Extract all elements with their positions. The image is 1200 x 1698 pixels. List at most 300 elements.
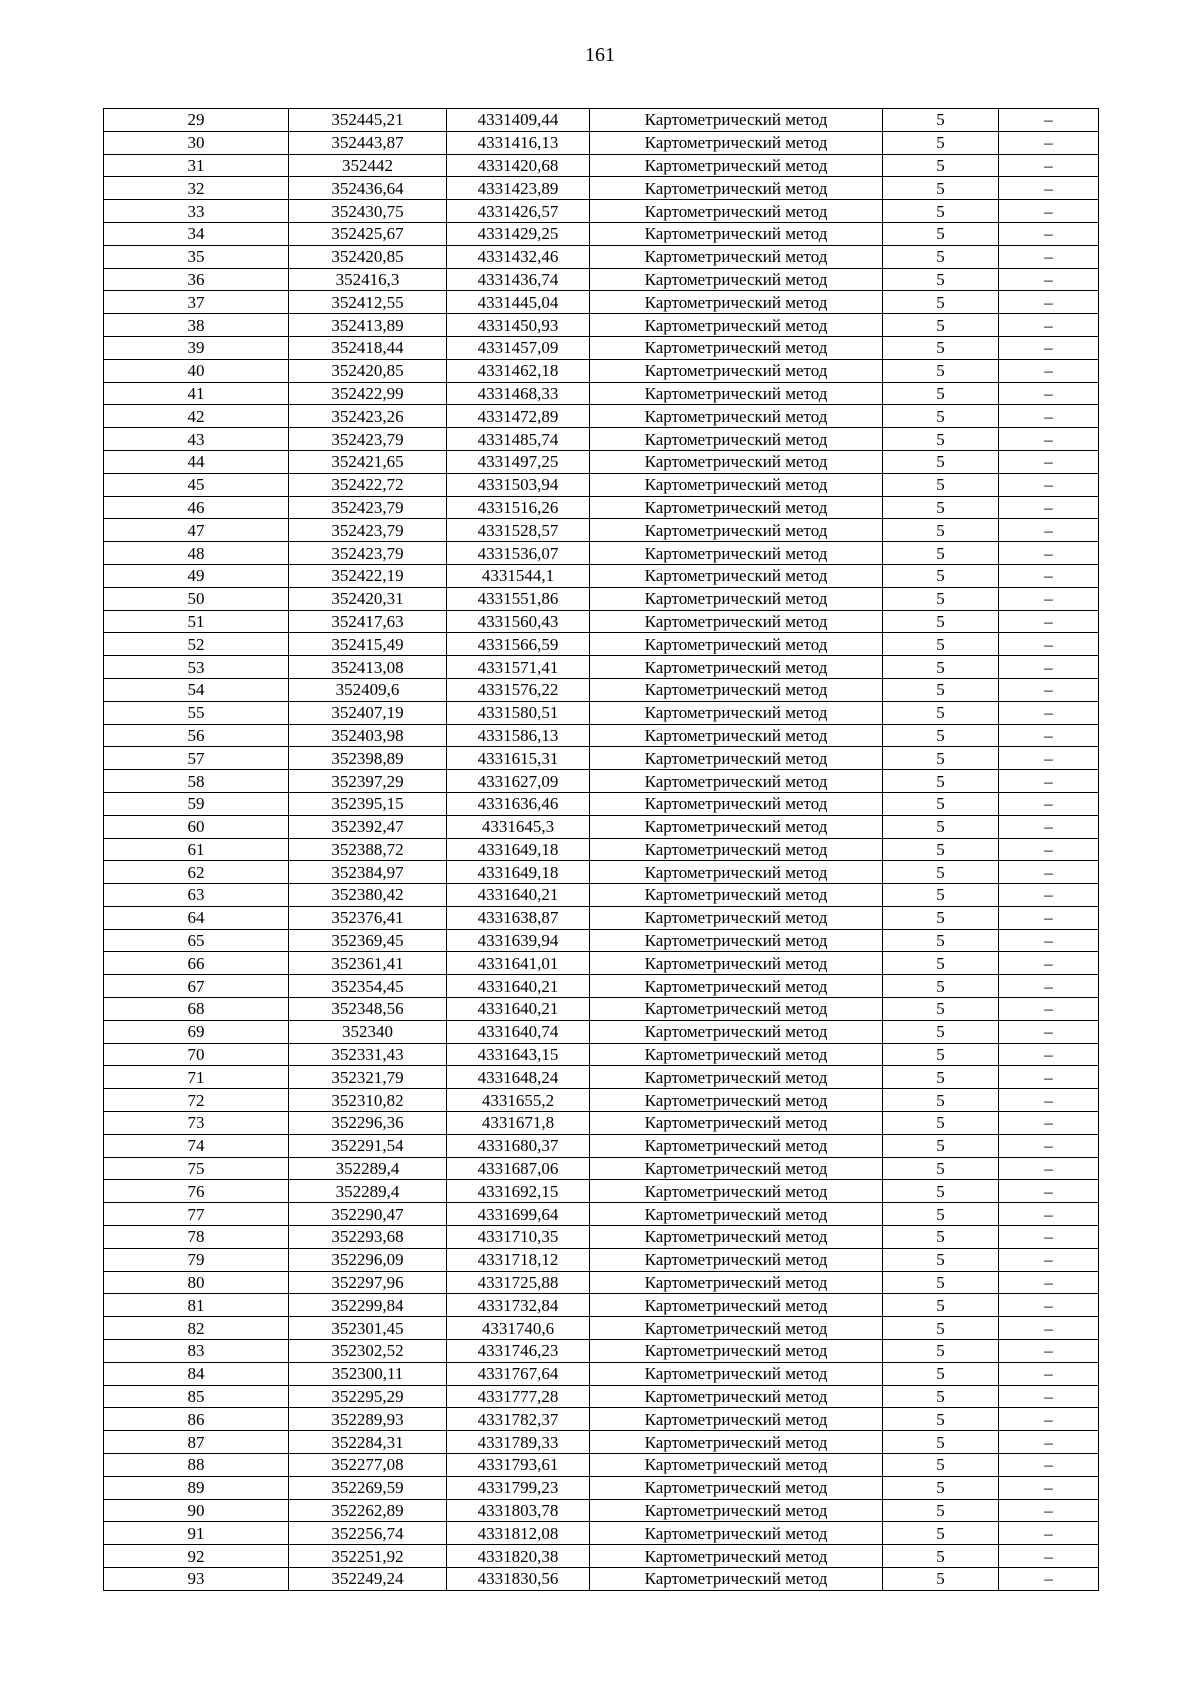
method-cell: Картометрический метод xyxy=(590,314,883,337)
y-coordinate-cell: 4331580,51 xyxy=(447,701,590,724)
method-cell: Картометрический метод xyxy=(590,1157,883,1180)
point-number-cell: 86 xyxy=(104,1408,289,1431)
x-coordinate-cell: 352299,84 xyxy=(289,1294,447,1317)
method-cell: Картометрический метод xyxy=(590,1294,883,1317)
x-coordinate-cell: 352269,59 xyxy=(289,1476,447,1499)
y-coordinate-cell: 4331544,1 xyxy=(447,564,590,587)
point-number-cell: 44 xyxy=(104,450,289,473)
note-cell: – xyxy=(999,1499,1099,1522)
x-coordinate-cell: 352423,79 xyxy=(289,428,447,451)
table-row xyxy=(104,336,1099,359)
x-coordinate-cell: 352369,45 xyxy=(289,929,447,952)
point-number-cell: 60 xyxy=(104,815,289,838)
x-coordinate-cell: 352423,79 xyxy=(289,496,447,519)
y-coordinate-cell: 4331468,33 xyxy=(447,382,590,405)
y-coordinate-cell: 4331740,6 xyxy=(447,1317,590,1340)
method-cell: Картометрический метод xyxy=(590,564,883,587)
table-row xyxy=(104,656,1099,679)
accuracy-cell: 5 xyxy=(883,268,999,291)
accuracy-cell: 5 xyxy=(883,770,999,793)
method-cell: Картометрический метод xyxy=(590,450,883,473)
accuracy-cell: 5 xyxy=(883,952,999,975)
y-coordinate-cell: 4331503,94 xyxy=(447,473,590,496)
table-row xyxy=(104,1271,1099,1294)
y-coordinate-cell: 4331718,12 xyxy=(447,1248,590,1271)
y-coordinate-cell: 4331432,46 xyxy=(447,245,590,268)
table-row xyxy=(104,1340,1099,1363)
accuracy-cell: 5 xyxy=(883,450,999,473)
table-row xyxy=(104,1043,1099,1066)
point-number-cell: 90 xyxy=(104,1499,289,1522)
method-cell: Картометрический метод xyxy=(590,929,883,952)
y-coordinate-cell: 4331450,93 xyxy=(447,314,590,337)
method-cell: Картометрический метод xyxy=(590,952,883,975)
table-row xyxy=(104,314,1099,337)
method-cell: Картометрический метод xyxy=(590,177,883,200)
note-cell: – xyxy=(999,450,1099,473)
method-cell: Картометрический метод xyxy=(590,1499,883,1522)
x-coordinate-cell: 352340 xyxy=(289,1020,447,1043)
accuracy-cell: 5 xyxy=(883,633,999,656)
note-cell: – xyxy=(999,428,1099,451)
y-coordinate-cell: 4331409,44 xyxy=(447,109,590,132)
method-cell: Картометрический метод xyxy=(590,701,883,724)
y-coordinate-cell: 4331416,13 xyxy=(447,131,590,154)
x-coordinate-cell: 352423,79 xyxy=(289,519,447,542)
accuracy-cell: 5 xyxy=(883,906,999,929)
y-coordinate-cell: 4331649,18 xyxy=(447,838,590,861)
x-coordinate-cell: 352415,49 xyxy=(289,633,447,656)
table-row xyxy=(104,222,1099,245)
table-row xyxy=(104,1362,1099,1385)
x-coordinate-cell: 352418,44 xyxy=(289,336,447,359)
table-row xyxy=(104,177,1099,200)
method-cell: Картометрический метод xyxy=(590,610,883,633)
point-number-cell: 81 xyxy=(104,1294,289,1317)
table-row xyxy=(104,770,1099,793)
accuracy-cell: 5 xyxy=(883,1134,999,1157)
point-number-cell: 39 xyxy=(104,336,289,359)
point-number-cell: 32 xyxy=(104,177,289,200)
accuracy-cell: 5 xyxy=(883,564,999,587)
x-coordinate-cell: 352380,42 xyxy=(289,884,447,907)
x-coordinate-cell: 352297,96 xyxy=(289,1271,447,1294)
accuracy-cell: 5 xyxy=(883,724,999,747)
y-coordinate-cell: 4331687,06 xyxy=(447,1157,590,1180)
accuracy-cell: 5 xyxy=(883,154,999,177)
table-row xyxy=(104,1226,1099,1249)
table-row xyxy=(104,154,1099,177)
point-number-cell: 34 xyxy=(104,222,289,245)
method-cell: Картометрический метод xyxy=(590,268,883,291)
accuracy-cell: 5 xyxy=(883,1271,999,1294)
point-number-cell: 84 xyxy=(104,1362,289,1385)
accuracy-cell: 5 xyxy=(883,177,999,200)
note-cell: – xyxy=(999,998,1099,1021)
point-number-cell: 37 xyxy=(104,291,289,314)
method-cell: Картометрический метод xyxy=(590,1545,883,1568)
accuracy-cell: 5 xyxy=(883,815,999,838)
y-coordinate-cell: 4331639,94 xyxy=(447,929,590,952)
point-number-cell: 73 xyxy=(104,1112,289,1135)
method-cell: Картометрический метод xyxy=(590,1066,883,1089)
point-number-cell: 77 xyxy=(104,1203,289,1226)
method-cell: Картометрический метод xyxy=(590,861,883,884)
point-number-cell: 85 xyxy=(104,1385,289,1408)
accuracy-cell: 5 xyxy=(883,838,999,861)
method-cell: Картометрический метод xyxy=(590,1203,883,1226)
note-cell: – xyxy=(999,587,1099,610)
point-number-cell: 33 xyxy=(104,200,289,223)
point-number-cell: 88 xyxy=(104,1454,289,1477)
point-number-cell: 43 xyxy=(104,428,289,451)
method-cell: Картометрический метод xyxy=(590,1362,883,1385)
note-cell: – xyxy=(999,222,1099,245)
method-cell: Картометрический метод xyxy=(590,336,883,359)
note-cell: – xyxy=(999,1362,1099,1385)
note-cell: – xyxy=(999,1431,1099,1454)
accuracy-cell: 5 xyxy=(883,929,999,952)
point-number-cell: 71 xyxy=(104,1066,289,1089)
table-row xyxy=(104,1134,1099,1157)
note-cell: – xyxy=(999,792,1099,815)
table-row xyxy=(104,929,1099,952)
method-cell: Картометрический метод xyxy=(590,1431,883,1454)
table-row xyxy=(104,998,1099,1021)
accuracy-cell: 5 xyxy=(883,473,999,496)
x-coordinate-cell: 352295,29 xyxy=(289,1385,447,1408)
point-number-cell: 69 xyxy=(104,1020,289,1043)
method-cell: Картометрический метод xyxy=(590,656,883,679)
point-number-cell: 65 xyxy=(104,929,289,952)
x-coordinate-cell: 352310,82 xyxy=(289,1089,447,1112)
note-cell: – xyxy=(999,633,1099,656)
table-row xyxy=(104,473,1099,496)
accuracy-cell: 5 xyxy=(883,701,999,724)
note-cell: – xyxy=(999,815,1099,838)
y-coordinate-cell: 4331586,13 xyxy=(447,724,590,747)
note-cell: – xyxy=(999,656,1099,679)
accuracy-cell: 5 xyxy=(883,678,999,701)
table-row xyxy=(104,1545,1099,1568)
point-number-cell: 91 xyxy=(104,1522,289,1545)
table-row xyxy=(104,861,1099,884)
note-cell: – xyxy=(999,1180,1099,1203)
x-coordinate-cell: 352409,6 xyxy=(289,678,447,701)
note-cell: – xyxy=(999,1134,1099,1157)
x-coordinate-cell: 352296,09 xyxy=(289,1248,447,1271)
table-row xyxy=(104,747,1099,770)
y-coordinate-cell: 4331485,74 xyxy=(447,428,590,451)
x-coordinate-cell: 352296,36 xyxy=(289,1112,447,1135)
y-coordinate-cell: 4331551,86 xyxy=(447,587,590,610)
point-number-cell: 89 xyxy=(104,1476,289,1499)
point-number-cell: 66 xyxy=(104,952,289,975)
table-row xyxy=(104,1385,1099,1408)
table-row xyxy=(104,1431,1099,1454)
y-coordinate-cell: 4331820,38 xyxy=(447,1545,590,1568)
accuracy-cell: 5 xyxy=(883,1203,999,1226)
method-cell: Картометрический метод xyxy=(590,770,883,793)
x-coordinate-cell: 352302,52 xyxy=(289,1340,447,1363)
y-coordinate-cell: 4331516,26 xyxy=(447,496,590,519)
x-coordinate-cell: 352354,45 xyxy=(289,975,447,998)
y-coordinate-cell: 4331566,59 xyxy=(447,633,590,656)
table-row xyxy=(104,542,1099,565)
accuracy-cell: 5 xyxy=(883,200,999,223)
table-row xyxy=(104,1089,1099,1112)
x-coordinate-cell: 352256,74 xyxy=(289,1522,447,1545)
accuracy-cell: 5 xyxy=(883,1226,999,1249)
accuracy-cell: 5 xyxy=(883,359,999,382)
table-row xyxy=(104,428,1099,451)
point-number-cell: 53 xyxy=(104,656,289,679)
y-coordinate-cell: 4331640,21 xyxy=(447,998,590,1021)
accuracy-cell: 5 xyxy=(883,428,999,451)
accuracy-cell: 5 xyxy=(883,405,999,428)
note-cell: – xyxy=(999,177,1099,200)
method-cell: Картометрический метод xyxy=(590,587,883,610)
accuracy-cell: 5 xyxy=(883,1340,999,1363)
point-number-cell: 72 xyxy=(104,1089,289,1112)
accuracy-cell: 5 xyxy=(883,1066,999,1089)
point-number-cell: 31 xyxy=(104,154,289,177)
note-cell: – xyxy=(999,109,1099,132)
y-coordinate-cell: 4331649,18 xyxy=(447,861,590,884)
table-row xyxy=(104,131,1099,154)
table-row xyxy=(104,496,1099,519)
y-coordinate-cell: 4331423,89 xyxy=(447,177,590,200)
y-coordinate-cell: 4331746,23 xyxy=(447,1340,590,1363)
x-coordinate-cell: 352421,65 xyxy=(289,450,447,473)
method-cell: Картометрический метод xyxy=(590,815,883,838)
x-coordinate-cell: 352413,08 xyxy=(289,656,447,679)
point-number-cell: 78 xyxy=(104,1226,289,1249)
method-cell: Картометрический метод xyxy=(590,998,883,1021)
method-cell: Картометрический метод xyxy=(590,1271,883,1294)
x-coordinate-cell: 352407,19 xyxy=(289,701,447,724)
y-coordinate-cell: 4331655,2 xyxy=(447,1089,590,1112)
method-cell: Картометрический метод xyxy=(590,1226,883,1249)
coordinates-table-body xyxy=(104,109,1099,1591)
note-cell: – xyxy=(999,1408,1099,1431)
point-number-cell: 56 xyxy=(104,724,289,747)
accuracy-cell: 5 xyxy=(883,1499,999,1522)
note-cell: – xyxy=(999,724,1099,747)
x-coordinate-cell: 352291,54 xyxy=(289,1134,447,1157)
accuracy-cell: 5 xyxy=(883,1317,999,1340)
method-cell: Картометрический метод xyxy=(590,1522,883,1545)
point-number-cell: 92 xyxy=(104,1545,289,1568)
point-number-cell: 75 xyxy=(104,1157,289,1180)
method-cell: Картометрический метод xyxy=(590,473,883,496)
method-cell: Картометрический метод xyxy=(590,428,883,451)
x-coordinate-cell: 352423,26 xyxy=(289,405,447,428)
method-cell: Картометрический метод xyxy=(590,678,883,701)
accuracy-cell: 5 xyxy=(883,587,999,610)
point-number-cell: 62 xyxy=(104,861,289,884)
table-row xyxy=(104,450,1099,473)
y-coordinate-cell: 4331671,8 xyxy=(447,1112,590,1135)
accuracy-cell: 5 xyxy=(883,1112,999,1135)
y-coordinate-cell: 4331830,56 xyxy=(447,1568,590,1591)
y-coordinate-cell: 4331648,24 xyxy=(447,1066,590,1089)
method-cell: Картометрический метод xyxy=(590,291,883,314)
point-number-cell: 63 xyxy=(104,884,289,907)
point-number-cell: 50 xyxy=(104,587,289,610)
accuracy-cell: 5 xyxy=(883,1545,999,1568)
point-number-cell: 68 xyxy=(104,998,289,1021)
y-coordinate-cell: 4331692,15 xyxy=(447,1180,590,1203)
method-cell: Картометрический метод xyxy=(590,838,883,861)
note-cell: – xyxy=(999,1522,1099,1545)
x-coordinate-cell: 352361,41 xyxy=(289,952,447,975)
method-cell: Картометрический метод xyxy=(590,1043,883,1066)
y-coordinate-cell: 4331641,01 xyxy=(447,952,590,975)
point-number-cell: 70 xyxy=(104,1043,289,1066)
table-row xyxy=(104,1203,1099,1226)
point-number-cell: 55 xyxy=(104,701,289,724)
table-row xyxy=(104,1522,1099,1545)
note-cell: – xyxy=(999,1568,1099,1591)
y-coordinate-cell: 4331680,37 xyxy=(447,1134,590,1157)
table-row xyxy=(104,1180,1099,1203)
table-row xyxy=(104,1020,1099,1043)
note-cell: – xyxy=(999,291,1099,314)
method-cell: Картометрический метод xyxy=(590,1408,883,1431)
x-coordinate-cell: 352420,31 xyxy=(289,587,447,610)
x-coordinate-cell: 352384,97 xyxy=(289,861,447,884)
point-number-cell: 61 xyxy=(104,838,289,861)
y-coordinate-cell: 4331445,04 xyxy=(447,291,590,314)
accuracy-cell: 5 xyxy=(883,747,999,770)
x-coordinate-cell: 352289,4 xyxy=(289,1180,447,1203)
note-cell: – xyxy=(999,1089,1099,1112)
accuracy-cell: 5 xyxy=(883,884,999,907)
table-row xyxy=(104,815,1099,838)
point-number-cell: 93 xyxy=(104,1568,289,1591)
x-coordinate-cell: 352413,89 xyxy=(289,314,447,337)
accuracy-cell: 5 xyxy=(883,1568,999,1591)
table-row xyxy=(104,359,1099,382)
accuracy-cell: 5 xyxy=(883,382,999,405)
y-coordinate-cell: 4331457,09 xyxy=(447,336,590,359)
table-row xyxy=(104,1066,1099,1089)
x-coordinate-cell: 352445,21 xyxy=(289,109,447,132)
method-cell: Картометрический метод xyxy=(590,1340,883,1363)
accuracy-cell: 5 xyxy=(883,1180,999,1203)
table-row xyxy=(104,724,1099,747)
table-row xyxy=(104,1408,1099,1431)
table-row xyxy=(104,200,1099,223)
point-number-cell: 42 xyxy=(104,405,289,428)
note-cell: – xyxy=(999,1340,1099,1363)
note-cell: – xyxy=(999,131,1099,154)
point-number-cell: 30 xyxy=(104,131,289,154)
note-cell: – xyxy=(999,1248,1099,1271)
point-number-cell: 76 xyxy=(104,1180,289,1203)
note-cell: – xyxy=(999,678,1099,701)
method-cell: Картометрический метод xyxy=(590,747,883,770)
table-row xyxy=(104,1476,1099,1499)
accuracy-cell: 5 xyxy=(883,222,999,245)
accuracy-cell: 5 xyxy=(883,1522,999,1545)
x-coordinate-cell: 352388,72 xyxy=(289,838,447,861)
accuracy-cell: 5 xyxy=(883,1089,999,1112)
accuracy-cell: 5 xyxy=(883,656,999,679)
x-coordinate-cell: 352442 xyxy=(289,154,447,177)
note-cell: – xyxy=(999,861,1099,884)
x-coordinate-cell: 352398,89 xyxy=(289,747,447,770)
x-coordinate-cell: 352422,99 xyxy=(289,382,447,405)
table-row xyxy=(104,382,1099,405)
y-coordinate-cell: 4331799,23 xyxy=(447,1476,590,1499)
x-coordinate-cell: 352331,43 xyxy=(289,1043,447,1066)
point-number-cell: 49 xyxy=(104,564,289,587)
note-cell: – xyxy=(999,1157,1099,1180)
table-row xyxy=(104,1568,1099,1591)
accuracy-cell: 5 xyxy=(883,1294,999,1317)
x-coordinate-cell: 352293,68 xyxy=(289,1226,447,1249)
method-cell: Картометрический метод xyxy=(590,359,883,382)
accuracy-cell: 5 xyxy=(883,1020,999,1043)
note-cell: – xyxy=(999,154,1099,177)
y-coordinate-cell: 4331615,31 xyxy=(447,747,590,770)
y-coordinate-cell: 4331640,21 xyxy=(447,975,590,998)
note-cell: – xyxy=(999,1317,1099,1340)
point-number-cell: 79 xyxy=(104,1248,289,1271)
method-cell: Картометрический метод xyxy=(590,1248,883,1271)
y-coordinate-cell: 4331571,41 xyxy=(447,656,590,679)
y-coordinate-cell: 4331497,25 xyxy=(447,450,590,473)
x-coordinate-cell: 352397,29 xyxy=(289,770,447,793)
method-cell: Картометрический метод xyxy=(590,884,883,907)
accuracy-cell: 5 xyxy=(883,519,999,542)
x-coordinate-cell: 352290,47 xyxy=(289,1203,447,1226)
y-coordinate-cell: 4331789,33 xyxy=(447,1431,590,1454)
accuracy-cell: 5 xyxy=(883,975,999,998)
note-cell: – xyxy=(999,200,1099,223)
x-coordinate-cell: 352289,93 xyxy=(289,1408,447,1431)
accuracy-cell: 5 xyxy=(883,542,999,565)
y-coordinate-cell: 4331777,28 xyxy=(447,1385,590,1408)
note-cell: – xyxy=(999,405,1099,428)
note-cell: – xyxy=(999,1043,1099,1066)
note-cell: – xyxy=(999,952,1099,975)
point-number-cell: 64 xyxy=(104,906,289,929)
method-cell: Картометрический метод xyxy=(590,792,883,815)
page-number: 161 xyxy=(585,44,615,66)
x-coordinate-cell: 352376,41 xyxy=(289,906,447,929)
method-cell: Картометрический метод xyxy=(590,633,883,656)
accuracy-cell: 5 xyxy=(883,314,999,337)
accuracy-cell: 5 xyxy=(883,131,999,154)
note-cell: – xyxy=(999,906,1099,929)
method-cell: Картометрический метод xyxy=(590,1317,883,1340)
x-coordinate-cell: 352395,15 xyxy=(289,792,447,815)
note-cell: – xyxy=(999,382,1099,405)
accuracy-cell: 5 xyxy=(883,1431,999,1454)
accuracy-cell: 5 xyxy=(883,245,999,268)
y-coordinate-cell: 4331643,15 xyxy=(447,1043,590,1066)
accuracy-cell: 5 xyxy=(883,1043,999,1066)
point-number-cell: 82 xyxy=(104,1317,289,1340)
point-number-cell: 54 xyxy=(104,678,289,701)
x-coordinate-cell: 352277,08 xyxy=(289,1454,447,1477)
method-cell: Картометрический метод xyxy=(590,1112,883,1135)
method-cell: Картометрический метод xyxy=(590,542,883,565)
y-coordinate-cell: 4331725,88 xyxy=(447,1271,590,1294)
